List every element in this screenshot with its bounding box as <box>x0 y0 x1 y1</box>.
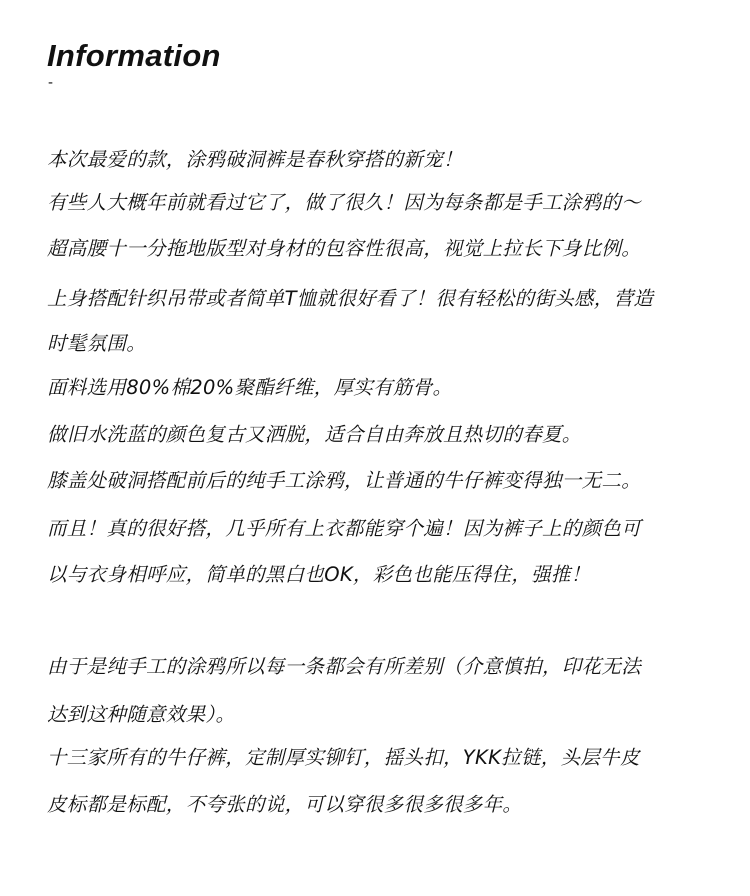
text-line: 膝盖处破洞搭配前后的纯手工涂鸦，让普通的牛仔裤变得独一无二。 <box>47 469 642 492</box>
text-line: 以与衣身相呼应，简单的黑白也OK，彩色也能压得住，强推！ <box>47 563 591 586</box>
text-line: 时髦氛围。 <box>47 332 147 355</box>
text-line: 由于是纯手工的涂鸦所以每一条都会有所差别（介意慎拍，印花无法 <box>47 655 642 678</box>
text-line: 皮标都是标配，不夸张的说，可以穿很多很多很多年。 <box>47 793 523 816</box>
heading-dash: - <box>48 74 53 91</box>
text-line: 面料选用80%棉20%聚酯纤维，厚实有筋骨。 <box>47 376 453 399</box>
text-line: 上身搭配针织吊带或者简单T恤就很好看了！很有轻松的街头感，营造 <box>47 287 654 310</box>
text-line: 达到这种随意效果）。 <box>47 703 236 726</box>
text-line: 本次最爱的款，涂鸦破洞裤是春秋穿搭的新宠！ <box>47 148 463 171</box>
information-heading: Information <box>47 38 221 73</box>
text-line: 十三家所有的牛仔裤，定制厚实铆钉，摇头扣，YKK拉链，头层牛皮 <box>47 746 640 769</box>
text-line: 超高腰十一分拖地版型对身材的包容性很高，视觉上拉长下身比例。 <box>47 237 642 260</box>
text-line: 做旧水洗蓝的颜色复古又洒脱，适合自由奔放且热切的春夏。 <box>47 423 582 446</box>
text-line: 有些人大概年前就看过它了，做了很久！因为每条都是手工涂鸦的～ <box>47 191 642 214</box>
text-line: 而且！真的很好搭，几乎所有上衣都能穿个遍！因为裤子上的颜色可 <box>47 517 642 540</box>
